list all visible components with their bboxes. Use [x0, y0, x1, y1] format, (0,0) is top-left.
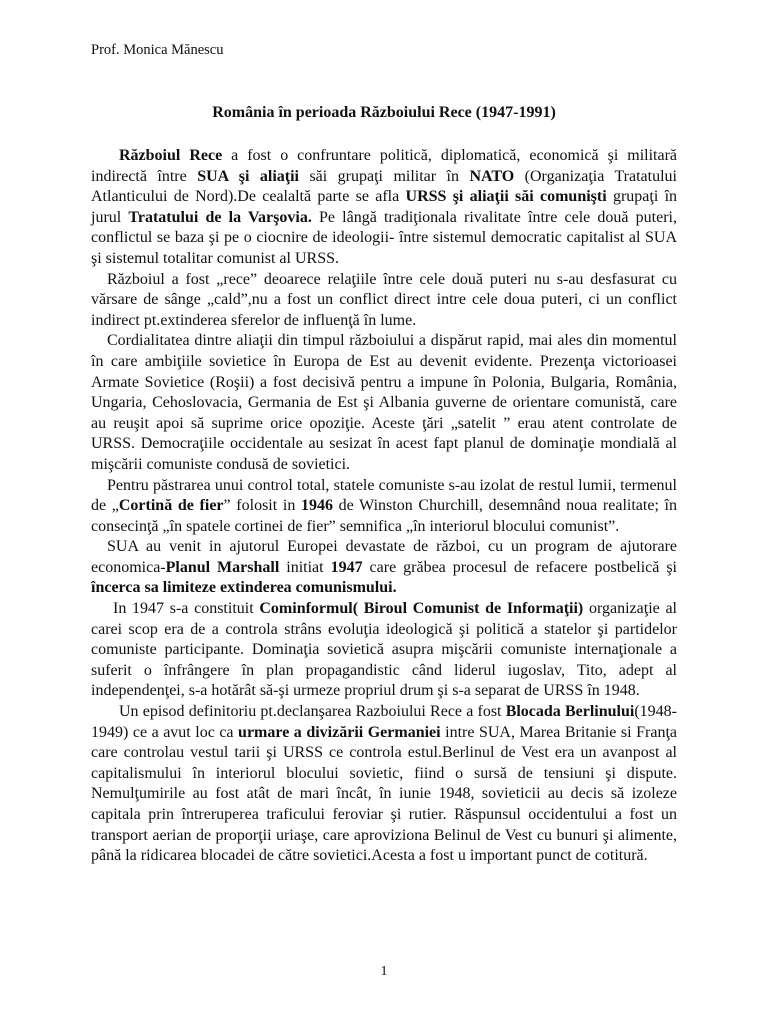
bold-term: încerca sa limiteze extinderea comunismului. — [91, 579, 397, 597]
bold-term: Războiul Rece — [119, 147, 223, 164]
text-span: (1948-1949) ce a avut loc ca — [91, 703, 677, 741]
bold-term: 1947 — [330, 558, 363, 576]
author-header: Prof. Monica Mănescu — [91, 42, 224, 58]
text-span: Cordialitatea dintre aliaţii din timpul războiului a dispărut rapid, mai ales din momentul în care ambiţiile sovietice în Europa de Est au devenit evidente. Prezenţa victorioasei Armate Sovietice (Roşii) a fost decisivă pentru a impune în Polonia, Bulgaria, România, Ungaria, Cehoslovacia, Germania de Est şi Albania guverne de orientare comunistă, care au reuşit apoi să suprime orice opoziţie. Aceste ţări „satelit ” erau atent controlate de URSS. Democraţiile occidentale au sesizat în acest fapt planul de dominaţie mondială al mişcării comuniste condusă de sovietici. — [91, 332, 677, 473]
text-span: Un episod definitoriu pt.declanşarea Razboiului Rece a fost — [119, 703, 506, 721]
text-span: grupaţi în jurul — [91, 188, 678, 226]
bold-term: SUA şi aliaţii — [197, 167, 299, 185]
text-span: SUA au venit in ajutorul Europei devastate de război, cu un program de ajutorare economica- — [91, 538, 677, 576]
page-number: 1 — [380, 964, 388, 979]
text-span: Războiul a fost „rece” deoarece relaţiile între cele două puteri nu s-au desfasurat cu vărsare de sânge „cald”,nu a fost un conflict direct intre cele doua puteri, ci un conflict indirect pt.extinderea sferelor de influenţă în lume. — [91, 270, 677, 329]
text-span: Pe lângă tradiţionala rivalitate între cele două puteri, conflictul se baza şi pe o ciocnire de ideologii- între sistemul democratic capitalist al SUA şi sistemul totalitar comunist al URSS. — [91, 208, 677, 267]
text-span: care grăbea procesul de refacere postbelică şi — [362, 558, 677, 576]
document-title: România în perioada Războiului Rece (1947-1991) — [212, 104, 556, 121]
bold-term: URSS şi aliaţii săi comunişti — [405, 188, 607, 206]
document-body — [91, 146, 677, 867]
paragraph-marshall-plan — [91, 537, 677, 599]
bold-term: Tratatului de la Varşovia. — [128, 208, 312, 226]
paragraph-cold-war-definition — [91, 146, 677, 270]
text-span: săi grupaţi militar în — [299, 167, 470, 185]
bold-term: Planul Marshall — [165, 558, 280, 576]
bold-term: Cominformul( Biroul Comunist de Informaţii) — [259, 600, 584, 618]
paragraph-cold-meaning — [91, 270, 677, 332]
paragraph-soviet-expansion — [91, 331, 677, 475]
paragraph-berlin-blockade — [91, 702, 677, 867]
bold-term: 1946 — [300, 497, 333, 515]
paragraph-cominform — [91, 599, 677, 702]
text-span: intre SUA, Marea Britanie si Franţa care controlau vestul tarii şi URSS ce controla estul.Berlinul de Vest era un avanpost al capitalismului în interiorul blocului sovietic, fiind o sursă de tensiuni şi dispute. Nemulţumirile au fost atât de mari încât, în iunie 1948, sovieticii au decis să izoleze capitala prin întreruperea traficului feroviar şi rutier. Răspunsul occidentului a fost un transport aerian de proporţii uriaşe, care aproviziona Belinul de Vest cu bunuri şi alimente, până la ridicarea blocadei de către sovietici.Acesta a fost u important punct de cotitură. — [91, 723, 677, 865]
bold-term: Cortină de fier — [118, 497, 224, 515]
text-span: (Organizaţia Tratatului Atlanticului de Nord).De cealaltă parte se afla — [91, 167, 677, 206]
text-span: a fost o confruntare politică, diplomatică, economică şi militară indirectă între — [91, 147, 678, 185]
text-span: de Winston Churchill, desemnând noua realitate; în consecinţă „în spatele cortinei de fier” semnifica „în interiorul blocului comunist”. — [91, 497, 677, 535]
text-span: initiat — [279, 558, 331, 576]
text-span: Pentru păstrarea unui control total, statele comuniste s-au izolat de restul lumii, termenul de „ — [91, 476, 677, 515]
text-span: In 1947 s-a constituit — [113, 600, 260, 618]
bold-term: urmare a divizării Germaniei — [238, 723, 441, 741]
paragraph-iron-curtain — [91, 476, 677, 538]
text-span: organizaţie al carei scop era de a controla strâns evoluţia ideologică şi politică a statelor şi partidelor comuniste participante. Dominaţia sovietică asupra mişcării comuniste internaţionale a suferit o înfrângere în plan propagandistic când liderul iugoslav, Tito, adept al independenţei, s-a hotărât să-şi urmeze propriul drum şi s-a separat de URSS în 1948. — [91, 600, 677, 700]
bold-term: Blocada Berlinului — [505, 703, 635, 721]
bold-term: NATO — [469, 167, 515, 185]
text-span: ” folosit in — [223, 497, 301, 515]
